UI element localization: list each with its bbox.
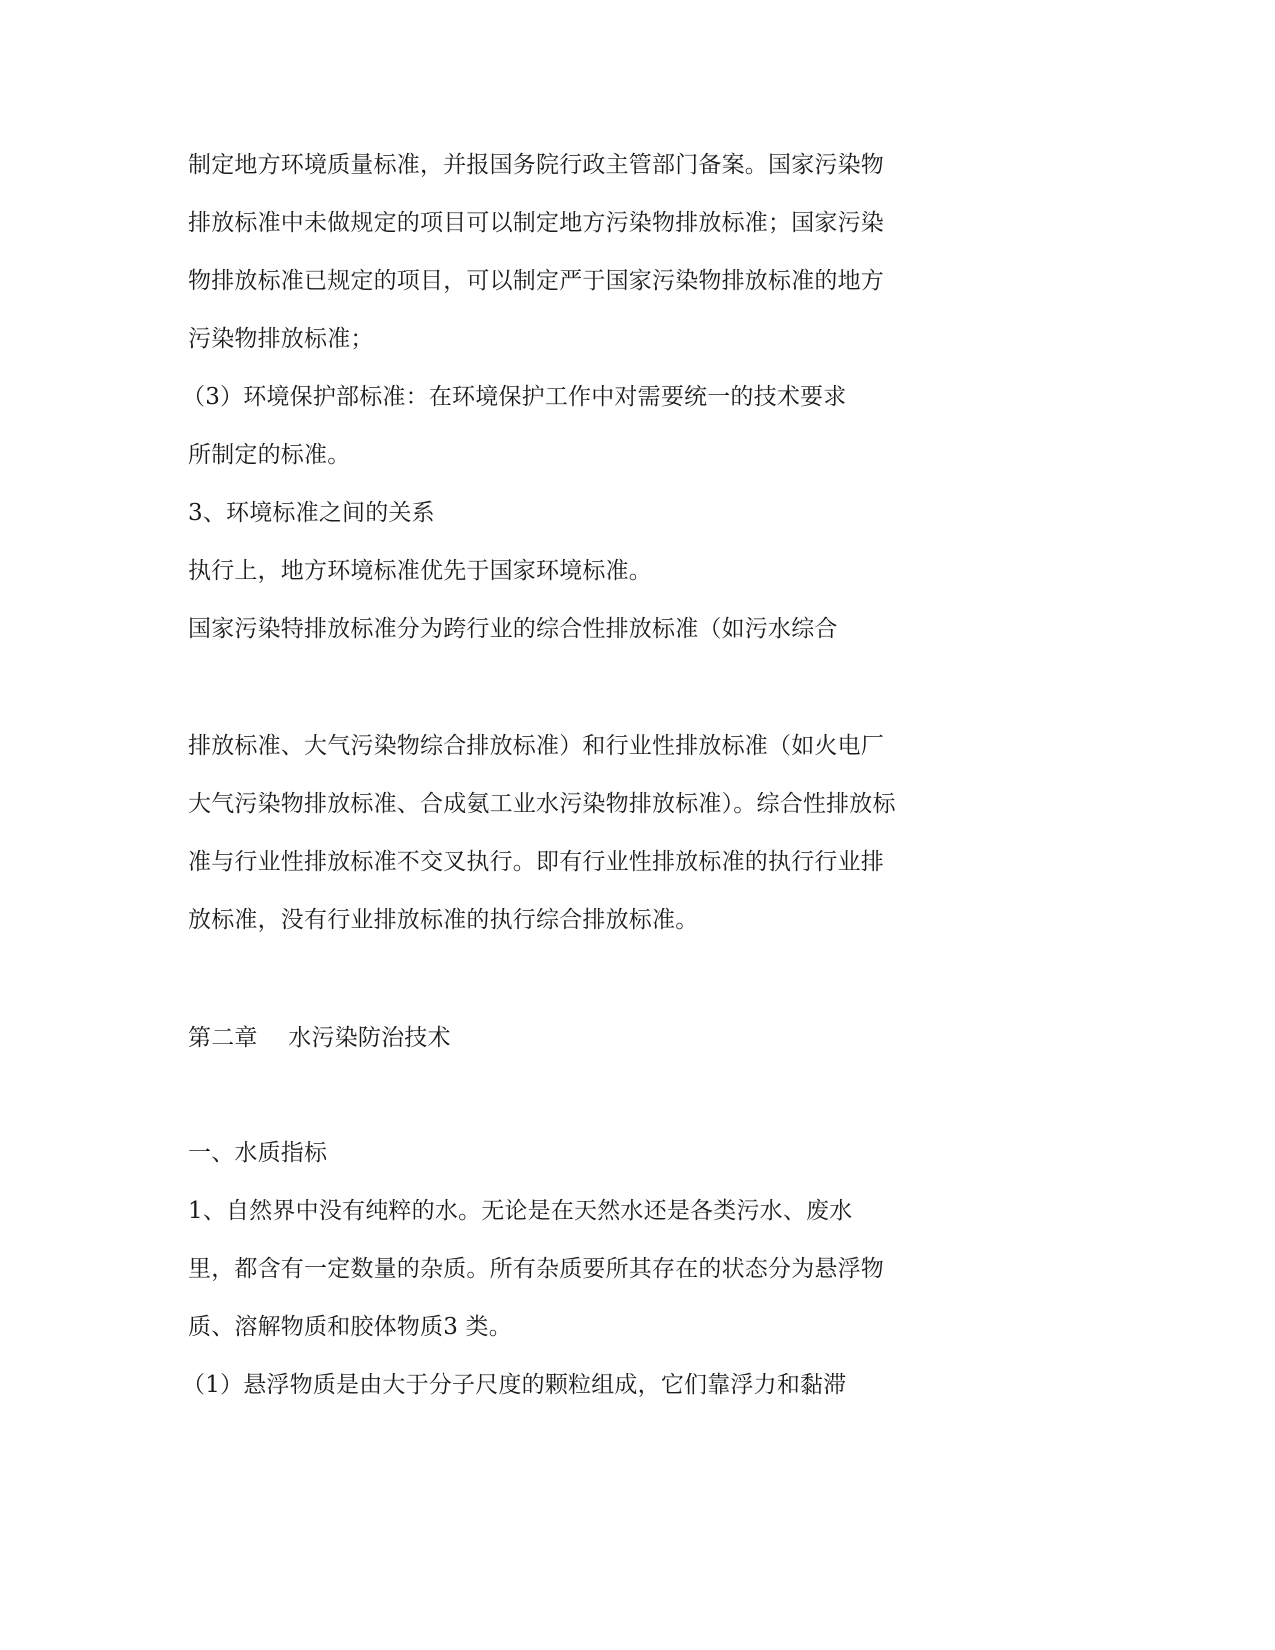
paragraph-line: 所制定的标准。 [188,442,351,468]
paragraph-line: 放标准，没有行业排放标准的执行综合排放标准。 [188,907,699,933]
paragraph-line: 大气污染物排放标准、合成氨工业水污染物排放标准）。综合性排放标 [188,791,896,817]
paragraph-line: 排放标准中未做规定的项目可以制定地方污染物排放标准；国家污染 [188,210,884,236]
paragraph-line: 质、溶解物质和胶体物质3 类。 [188,1314,512,1340]
section-heading: 一、水质指标 [188,1140,328,1166]
paragraph-line: 国家污染特排放标准分为跨行业的综合性排放标准（如污水综合 [188,616,838,642]
paragraph-line: 排放标准、大气污染物综合排放标准）和行业性排放标准（如火电厂 [188,733,884,759]
section-heading: 3、环境标准之间的关系 [188,500,435,526]
paragraph-line: 污染物排放标准； [188,326,374,352]
list-item-3: （3）环境保护部标准：在环境保护工作中对需要统一的技术要求 [182,384,847,410]
paragraph-line: 制定地方环境质量标准，并报国务院行政主管部门备案。国家污染物 [188,152,884,178]
paragraph-line: 里，都含有一定数量的杂质。所有杂质要所其存在的状态分为悬浮物 [188,1256,884,1282]
paragraph-line: 准与行业性排放标准不交叉执行。即有行业性排放标准的执行行业排 [188,849,884,875]
chapter-title: 第二章 水污染防治技术 [188,1025,451,1051]
list-item-1: （1）悬浮物质是由大于分子尺度的颗粒组成，它们靠浮力和黏滞 [182,1372,847,1398]
paragraph-line: 物排放标准已规定的项目，可以制定严于国家污染物排放标准的地方 [188,268,884,294]
paragraph-line: 1、自然界中没有纯粹的水。无论是在天然水还是各类污水、废水 [188,1198,853,1224]
paragraph-line: 执行上，地方环境标准优先于国家环境标准。 [188,558,652,584]
